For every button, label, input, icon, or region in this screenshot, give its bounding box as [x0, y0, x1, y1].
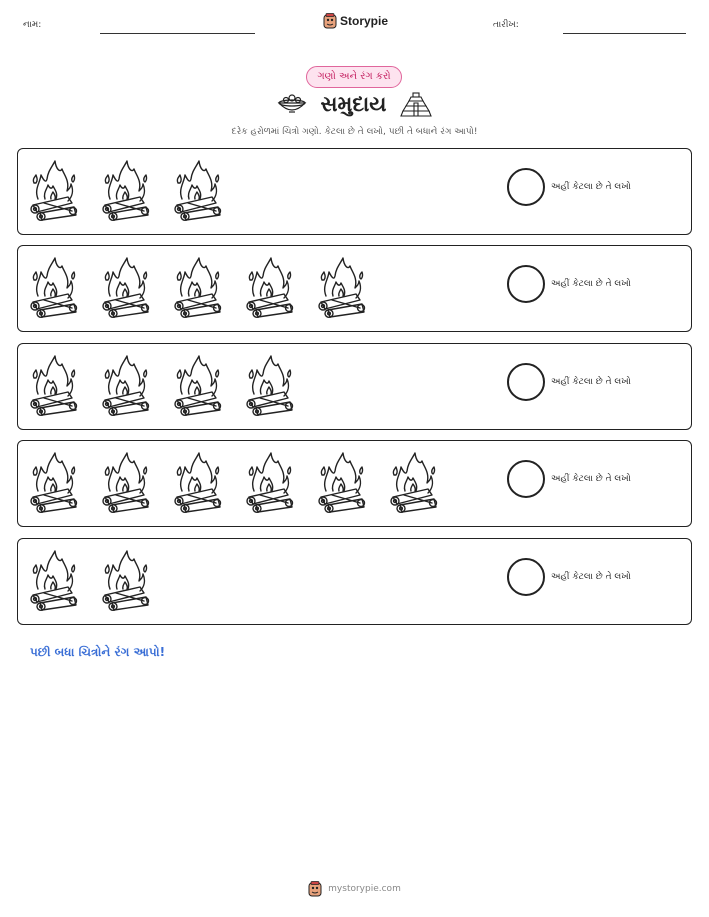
activity-badge: ગણો અને રંગ કરો: [306, 66, 402, 88]
campfire-icon: [28, 256, 78, 318]
answer-circle[interactable]: [507, 363, 545, 401]
answer-circle[interactable]: [507, 558, 545, 596]
picture-group: [28, 159, 222, 221]
answer-label: અહીં કેટલા છે તે લખો: [551, 572, 631, 582]
counting-row-1: [17, 148, 692, 235]
campfire-icon: [172, 159, 222, 221]
campfire-icon: [100, 549, 150, 611]
title-row: [0, 91, 709, 117]
campfire-icon: [172, 354, 222, 416]
campfire-icon: [100, 159, 150, 221]
campfire-icon: [28, 354, 78, 416]
campfire-icon: [244, 451, 294, 513]
name-field[interactable]: [100, 33, 255, 34]
instructions: દરેક હરોળમાં ચિત્રો ગણો. કેટલા છે તે લખો, પછી તે બધાને રંગ આપો!: [231, 127, 478, 137]
answer-circle[interactable]: [507, 460, 545, 498]
campfire-icon: [100, 451, 150, 513]
campfire-icon: [100, 256, 150, 318]
answer-label: અહીં કેટલા છે તે લખો: [551, 279, 631, 289]
pyramid-temple-icon: [400, 91, 432, 117]
campfire-icon: [388, 451, 438, 513]
food-bowl-icon: [277, 93, 307, 115]
campfire-icon: [244, 354, 294, 416]
site-url[interactable]: mystorypie.com: [328, 884, 401, 894]
storypie-logo: [323, 13, 388, 29]
answer-circle[interactable]: [507, 265, 545, 303]
campfire-icon: [316, 256, 366, 318]
answer-label: અહીં કેટલા છે તે લખો: [551, 474, 631, 484]
campfire-icon: [28, 451, 78, 513]
counting-row-4: [17, 440, 692, 527]
campfire-icon: [172, 256, 222, 318]
answer-circle[interactable]: [507, 168, 545, 206]
logo-text: Storypie: [340, 14, 389, 28]
campfire-icon: [100, 354, 150, 416]
date-field[interactable]: [563, 33, 686, 34]
picture-group: [28, 256, 366, 318]
campfire-icon: [172, 451, 222, 513]
storypie-mascot-icon: [308, 881, 322, 897]
counting-row-3: [17, 343, 692, 430]
picture-group: [28, 451, 438, 513]
answer-label: અહીં કેટલા છે તે લખો: [551, 377, 631, 387]
page-title: સમુદાય: [320, 91, 387, 116]
footer-note: પછી બધા ચિત્રોને રંગ આપો!: [30, 645, 166, 659]
campfire-icon: [316, 451, 366, 513]
counting-row-2: [17, 245, 692, 332]
picture-group: [28, 549, 150, 611]
storypie-mascot-icon: [323, 13, 337, 29]
date-label: તારીખ:: [493, 20, 519, 30]
counting-row-5: [17, 538, 692, 625]
site-footer: [0, 881, 709, 897]
picture-group: [28, 354, 294, 416]
campfire-icon: [28, 159, 78, 221]
answer-label: અહીં કેટલા છે તે લખો: [551, 182, 631, 192]
campfire-icon: [28, 549, 78, 611]
name-label: નામ:: [23, 20, 42, 30]
campfire-icon: [244, 256, 294, 318]
